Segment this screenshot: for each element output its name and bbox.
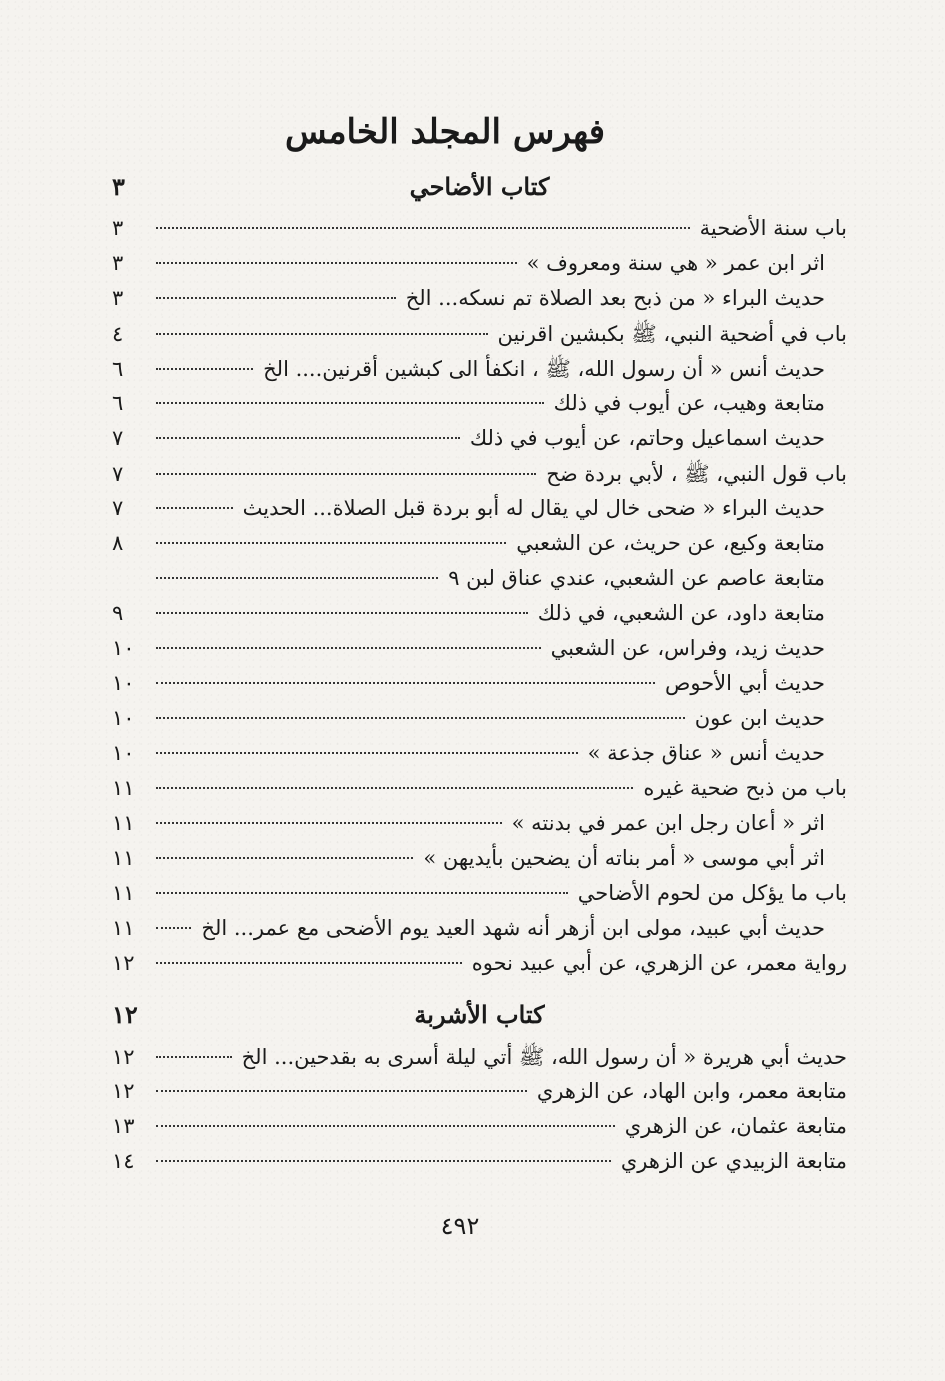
section-page-number: ٣ — [112, 172, 125, 201]
dot-leader — [156, 717, 685, 719]
toc-sub-entry — [112, 636, 847, 671]
entry-page-number: ١٠ — [112, 636, 135, 660]
entry-page-number: ١١ — [112, 776, 135, 800]
toc-chapter-entry — [112, 776, 847, 811]
entry-page-number: ١١ — [112, 881, 135, 905]
dot-leader — [156, 473, 536, 475]
entry-page-number: ١١ — [112, 846, 135, 870]
section-title: كتاب الأشربة — [414, 1000, 545, 1029]
toc-chapter-entry — [112, 1114, 847, 1149]
entry-page-number: ١٤ — [112, 1149, 135, 1173]
dot-leader — [156, 962, 462, 964]
entry-page-number: ١٣ — [112, 1114, 135, 1138]
entry-page-number: ٦ — [112, 391, 124, 415]
dot-leader — [156, 787, 633, 789]
entry-page-number: ٣ — [112, 216, 124, 240]
entry-page-number: ٣ — [112, 251, 124, 275]
entry-page-number: ٤ — [112, 322, 124, 346]
dot-leader — [156, 1160, 611, 1162]
entry-page-number: ١١ — [112, 916, 135, 940]
toc-chapter-entry — [112, 321, 847, 356]
entry-title: اثر « أعان رجل ابن عمر في بدنته » — [511, 811, 825, 835]
entry-page-number: ٨ — [112, 531, 124, 555]
dot-leader — [156, 682, 655, 684]
dot-leader — [156, 752, 578, 754]
toc-chapter-entry — [112, 461, 847, 496]
dot-leader — [156, 333, 488, 335]
entry-title: متابعة وهيب، عن أيوب في ذلك — [553, 391, 825, 415]
dot-leader — [156, 857, 413, 859]
entry-title: متابعة داود، عن الشعبي، في ذلك — [537, 601, 825, 625]
entry-title: رواية معمر، عن الزهري، عن أبي عبيد نحوه — [471, 951, 847, 975]
toc-chapter-entry — [112, 216, 847, 251]
entry-title: متابعة معمر، وابن الهاد، عن الزهري — [536, 1079, 847, 1103]
dot-leader — [156, 437, 460, 439]
entry-title: اثر أبي موسى « أمر بناته أن يضحين بأيديهن » — [423, 846, 825, 870]
entry-page-number: ١٠ — [112, 671, 135, 695]
entry-title: حديث أنس « أن رسول الله، ﷺ ، انكفأ الى كبشين أقرنين.... الخ — [263, 357, 825, 381]
entry-page-number: ١٠ — [112, 741, 135, 765]
entry-title: حديث أبي هريرة « أن رسول الله، ﷺ أتي ليلة أسرى به بقدحين... الخ — [241, 1045, 847, 1069]
entry-title: باب في أضحية النبي، ﷺ بكبشين اقرنين — [497, 322, 847, 346]
entry-title: اثر ابن عمر « هي سنة ومعروف » — [526, 251, 825, 275]
entry-title: متابعة وكيع، عن حريث، عن الشعبي — [516, 531, 825, 555]
entry-title: متابعة عاصم عن الشعبي، عندي عناق لبن ٩ — [448, 566, 825, 590]
toc-sub-entry — [112, 286, 847, 321]
entry-title: حديث ابن عون — [694, 706, 825, 730]
dot-leader — [156, 892, 568, 894]
entry-title: باب ما يؤكل من لحوم الأضاحي — [577, 881, 847, 905]
dot-leader — [156, 612, 528, 614]
dot-leader — [156, 577, 438, 579]
entry-title: حديث البراء « ضحى خال لي يقال له أبو بردة قبل الصلاة... الحديث — [242, 496, 825, 520]
entry-title: حديث البراء « من ذبح بعد الصلاة تم نسكه... الخ — [405, 286, 825, 310]
toc-sub-entry — [112, 671, 847, 706]
entry-title: باب من ذبح ضحية غيره — [643, 776, 847, 800]
dot-leader — [156, 1125, 615, 1127]
entry-page-number: ٧ — [112, 426, 124, 450]
entry-title: حديث أبي الأحوص — [664, 671, 825, 695]
entry-title: حديث أبي عبيد، مولى ابن أزهر أنه شهد العيد يوم الأضحى مع عمر... الخ — [201, 916, 825, 940]
dot-leader — [156, 542, 506, 544]
toc-sub-entry — [112, 916, 847, 951]
dot-leader — [156, 297, 396, 299]
dot-leader — [156, 402, 544, 404]
entry-title: حديث أنس « عناق جذعة » — [587, 741, 825, 765]
toc-sub-entry — [112, 356, 847, 391]
entry-page-number: ٣ — [112, 286, 124, 310]
section-title: كتاب الأضاحي — [409, 172, 550, 201]
toc-chapter-entry — [112, 1044, 847, 1079]
toc-sub-entry — [112, 846, 847, 881]
toc-sub-entry — [112, 251, 847, 286]
table-of-contents — [112, 172, 847, 1184]
dot-leader — [156, 647, 541, 649]
entry-page-number: ٦ — [112, 357, 124, 381]
toc-sub-entry — [112, 741, 847, 776]
toc-sub-entry — [112, 531, 847, 566]
dot-leader — [156, 1056, 232, 1058]
section-heading — [112, 172, 847, 216]
dot-leader — [156, 927, 191, 929]
entry-page-number: ١٢ — [112, 1045, 135, 1069]
toc-sub-entry — [112, 496, 847, 531]
toc-sub-entry — [112, 811, 847, 846]
page-title: فهرس المجلد الخامس — [284, 112, 606, 152]
section-page-number: ١٢ — [112, 1000, 138, 1029]
entry-page-number: ٧ — [112, 462, 124, 486]
dot-leader — [156, 1090, 527, 1092]
entry-title: حديث زيد، وفراس، عن الشعبي — [550, 636, 825, 660]
dot-leader — [156, 227, 690, 229]
page-number: ٤٩٢ — [440, 1212, 480, 1240]
toc-sub-entry — [112, 566, 847, 601]
dot-leader — [156, 262, 517, 264]
entry-page-number: ٩ — [112, 601, 124, 625]
entry-title: حديث اسماعيل وحاتم، عن أيوب في ذلك — [469, 426, 825, 450]
toc-chapter-entry — [112, 951, 847, 986]
entry-title: باب سنة الأضحية — [699, 216, 847, 240]
entry-title: باب قول النبي، ﷺ ، لأبي بردة ضح — [546, 462, 847, 486]
entry-page-number: ٧ — [112, 496, 124, 520]
toc-sub-entry — [112, 601, 847, 636]
entry-page-number: ١٢ — [112, 951, 135, 975]
dot-leader — [156, 507, 233, 509]
toc-chapter-entry — [112, 881, 847, 916]
section-heading — [112, 1000, 847, 1044]
entry-page-number: ١١ — [112, 811, 135, 835]
entry-page-number: ١٢ — [112, 1079, 135, 1103]
toc-sub-entry — [112, 391, 847, 426]
entry-title: متابعة عثمان، عن الزهري — [624, 1114, 847, 1138]
toc-sub-entry — [112, 426, 847, 461]
dot-leader — [156, 368, 253, 370]
toc-chapter-entry — [112, 1149, 847, 1184]
entry-title: متابعة الزبيدي عن الزهري — [620, 1149, 847, 1173]
toc-chapter-entry — [112, 1079, 847, 1114]
dot-leader — [156, 822, 502, 824]
entry-page-number: ١٠ — [112, 706, 135, 730]
toc-sub-entry — [112, 706, 847, 741]
